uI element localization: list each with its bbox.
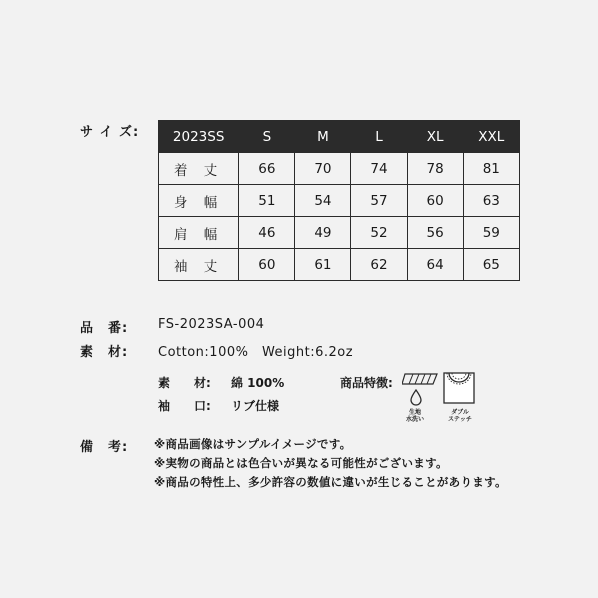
table-row — [159, 153, 520, 185]
table-cell: 63 — [463, 185, 519, 217]
table-cell: 56 — [407, 217, 463, 249]
table-cell: 52 — [351, 217, 407, 249]
remark-line: ※商品画像はサンプルイメージです。 — [154, 437, 352, 451]
size-table — [158, 120, 520, 281]
table-header-row — [159, 121, 520, 153]
table-cell: 60 — [407, 185, 463, 217]
features-label: 商品特徴: — [340, 376, 393, 390]
remark-line: ※実物の商品とは色合いが異なる可能性がございます。 — [154, 456, 448, 470]
row-label: 身 幅 — [159, 185, 239, 217]
table-cell: 60 — [239, 249, 295, 281]
table-cell: 61 — [295, 249, 351, 281]
feature-caption-line: 水洗い — [405, 416, 424, 423]
table-header-cell: S — [239, 121, 295, 153]
table-cell: 49 — [295, 217, 351, 249]
table-cell: 74 — [351, 153, 407, 185]
table-cell: 46 — [239, 217, 295, 249]
product-number-value: FS-2023SA-004 — [158, 317, 265, 332]
table-header-cell: XL — [407, 121, 463, 153]
water-drop-icon — [402, 371, 440, 407]
material-value: Cotton:100% Weight:6.2oz — [158, 345, 354, 360]
detail-cuff-value: リブ仕様 — [231, 399, 280, 413]
table-cell: 51 — [239, 185, 295, 217]
table-header-cell: 2023SS — [159, 121, 239, 153]
table-cell: 66 — [239, 153, 295, 185]
row-label: 肩 幅 — [159, 217, 239, 249]
table-cell: 70 — [295, 153, 351, 185]
feature-washable — [402, 371, 440, 423]
detail-cuff-label: 袖 口: — [158, 399, 211, 413]
detail-material-value: 綿 100% — [231, 376, 285, 390]
remark-line: ※商品の特性上、多少許容の数値に違いが生じることがあります。 — [154, 475, 507, 489]
table-cell: 78 — [407, 153, 463, 185]
table-cell: 64 — [407, 249, 463, 281]
table-row — [159, 185, 520, 217]
product-number-label: 品 番: — [80, 321, 129, 336]
table-row — [159, 217, 520, 249]
table-header-cell: M — [295, 121, 351, 153]
table-cell: 54 — [295, 185, 351, 217]
table-cell: 65 — [463, 249, 519, 281]
table-cell: 59 — [463, 217, 519, 249]
size-label: サ イ ズ: — [80, 125, 140, 140]
table-row — [159, 249, 520, 281]
row-label: 着 丈 — [159, 153, 239, 185]
feature-caption-line: ステッチ — [448, 416, 472, 423]
feature-double-stitch — [442, 371, 478, 423]
table-cell: 81 — [463, 153, 519, 185]
table-header-cell: L — [351, 121, 407, 153]
table-cell: 57 — [351, 185, 407, 217]
double-stitch-icon — [442, 371, 476, 405]
remarks-label: 備 考: — [80, 440, 129, 455]
table-header-cell: XXL — [463, 121, 519, 153]
material-label: 素 材: — [80, 345, 129, 360]
detail-material-label: 素 材: — [158, 376, 211, 390]
table-cell: 62 — [351, 249, 407, 281]
row-label: 袖 丈 — [159, 249, 239, 281]
feature-caption-line: ダブル — [451, 409, 469, 416]
feature-caption-line: 生地 — [408, 409, 421, 416]
